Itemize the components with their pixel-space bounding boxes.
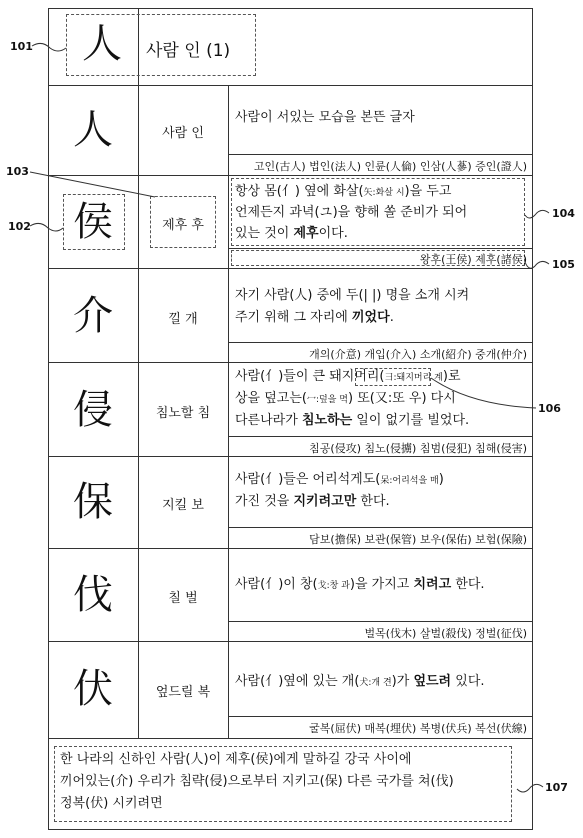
row-divider bbox=[48, 548, 533, 549]
ref-label-103: 103 bbox=[6, 165, 29, 178]
page-title: 사람 인 (1) bbox=[146, 41, 231, 61]
ref-label-104: 104 bbox=[552, 207, 575, 220]
hanja-char: 介 bbox=[73, 293, 113, 339]
row-divider bbox=[48, 268, 533, 269]
description: 사람이 서있는 모습을 본뜬 글자 bbox=[235, 110, 415, 125]
example-divider bbox=[228, 527, 533, 528]
column-divider bbox=[228, 85, 229, 738]
description-line: 언제든지 과녁(ユ)을 향해 쏠 준비가 되어 bbox=[235, 205, 468, 220]
description-line: 다른나라가 침노하는 일이 없기를 빌었다. bbox=[235, 413, 470, 428]
description-line: 자기 사람(人) 중에 두(| |) 명을 소개 시켜 bbox=[235, 288, 470, 303]
examples: 침공(侵攻) 침노(侵擄) 침범(侵犯) 침해(侵害) bbox=[309, 442, 527, 455]
row-divider bbox=[48, 175, 533, 176]
description-line: 있는 것이 제후이다. bbox=[235, 226, 348, 241]
hanja-char: 保 bbox=[73, 479, 113, 525]
examples: 굴복(屈伏) 매복(埋伏) 복병(伏兵) 복선(伏線) bbox=[309, 722, 527, 735]
summary-line: 정복(伏) 시키려면 bbox=[60, 796, 163, 811]
example-divider bbox=[228, 248, 533, 249]
description-line: 사람(亻)옆에 있는 개(犬:개 견)가 엎드려 있다. bbox=[235, 674, 485, 689]
hanja-char: 伐 bbox=[73, 572, 113, 618]
description-line: 가진 것을 지키려고만 한다. bbox=[235, 494, 390, 509]
summary-line: 한 나라의 신하인 사람(人)이 제후(侯)에게 말하길 강국 사이에 bbox=[60, 752, 412, 767]
hanja-char: 伏 bbox=[73, 666, 113, 712]
reading: 제후 후 bbox=[162, 218, 204, 233]
example-divider bbox=[228, 154, 533, 155]
reading: 사람 인 bbox=[162, 126, 204, 141]
description-line: 사람(亻)이 창(戈:창 과)을 가지고 치려고 한다. bbox=[235, 577, 485, 592]
description-line: 사람(亻)들은 어리석게도(呆:어리석을 매) bbox=[235, 472, 444, 487]
examples: 담보(擔保) 보관(保管) 보우(保佑) 보험(保險) bbox=[309, 533, 527, 546]
hanja-char: 侯 bbox=[73, 199, 113, 245]
hanja-char: 人 bbox=[73, 107, 113, 153]
row-divider bbox=[48, 85, 533, 86]
examples: 왕후(王侯) 제후(諸侯) bbox=[419, 253, 527, 266]
ref-label-106: 106 bbox=[538, 402, 561, 415]
reading: 엎드릴 복 bbox=[155, 685, 211, 700]
reading: 칠 벌 bbox=[168, 591, 198, 606]
example-divider bbox=[228, 621, 533, 622]
examples: 벌목(伐木) 살벌(殺伐) 정벌(征伐) bbox=[364, 627, 527, 640]
examples: 고인(古人) 법인(法人) 인륜(人倫) 인삼(人蔘) 증인(證人) bbox=[253, 160, 527, 173]
row-divider bbox=[48, 738, 533, 739]
ref-label-102: 102 bbox=[8, 220, 31, 233]
example-divider bbox=[228, 716, 533, 717]
description-line: 주기 위해 그 자리에 끼었다. bbox=[235, 310, 394, 325]
header-char: 人 bbox=[82, 21, 122, 67]
row-divider bbox=[48, 362, 533, 363]
description-line: 사람(亻)들이 큰 돼지머리(彐:돼지머리 계)로 bbox=[235, 369, 461, 384]
example-divider bbox=[228, 342, 533, 343]
examples: 개의(介意) 개입(介入) 소개(紹介) 중개(仲介) bbox=[309, 348, 527, 361]
reading: 지킬 보 bbox=[162, 498, 204, 513]
reading: 침노할 침 bbox=[155, 406, 211, 421]
ref-label-105: 105 bbox=[552, 258, 575, 271]
description-line: 상을 덮고는(冖:덮을 멱) 또(又:또 우) 다시 bbox=[235, 391, 456, 406]
description-line: 항상 몸(亻) 옆에 화살(矢:화살 시)을 두고 bbox=[235, 184, 452, 199]
summary-line: 끼어있는(介) 우리가 침략(侵)으로부터 지키고(保) 다른 국가를 쳐(伐) bbox=[60, 774, 454, 789]
column-divider bbox=[138, 8, 139, 738]
reading: 낄 개 bbox=[168, 312, 198, 327]
row-divider bbox=[48, 456, 533, 457]
hanja-char: 侵 bbox=[73, 387, 113, 433]
ref-label-101: 101 bbox=[10, 40, 33, 53]
example-divider bbox=[228, 436, 533, 437]
row-divider bbox=[48, 641, 533, 642]
ref-label-107: 107 bbox=[545, 781, 568, 794]
